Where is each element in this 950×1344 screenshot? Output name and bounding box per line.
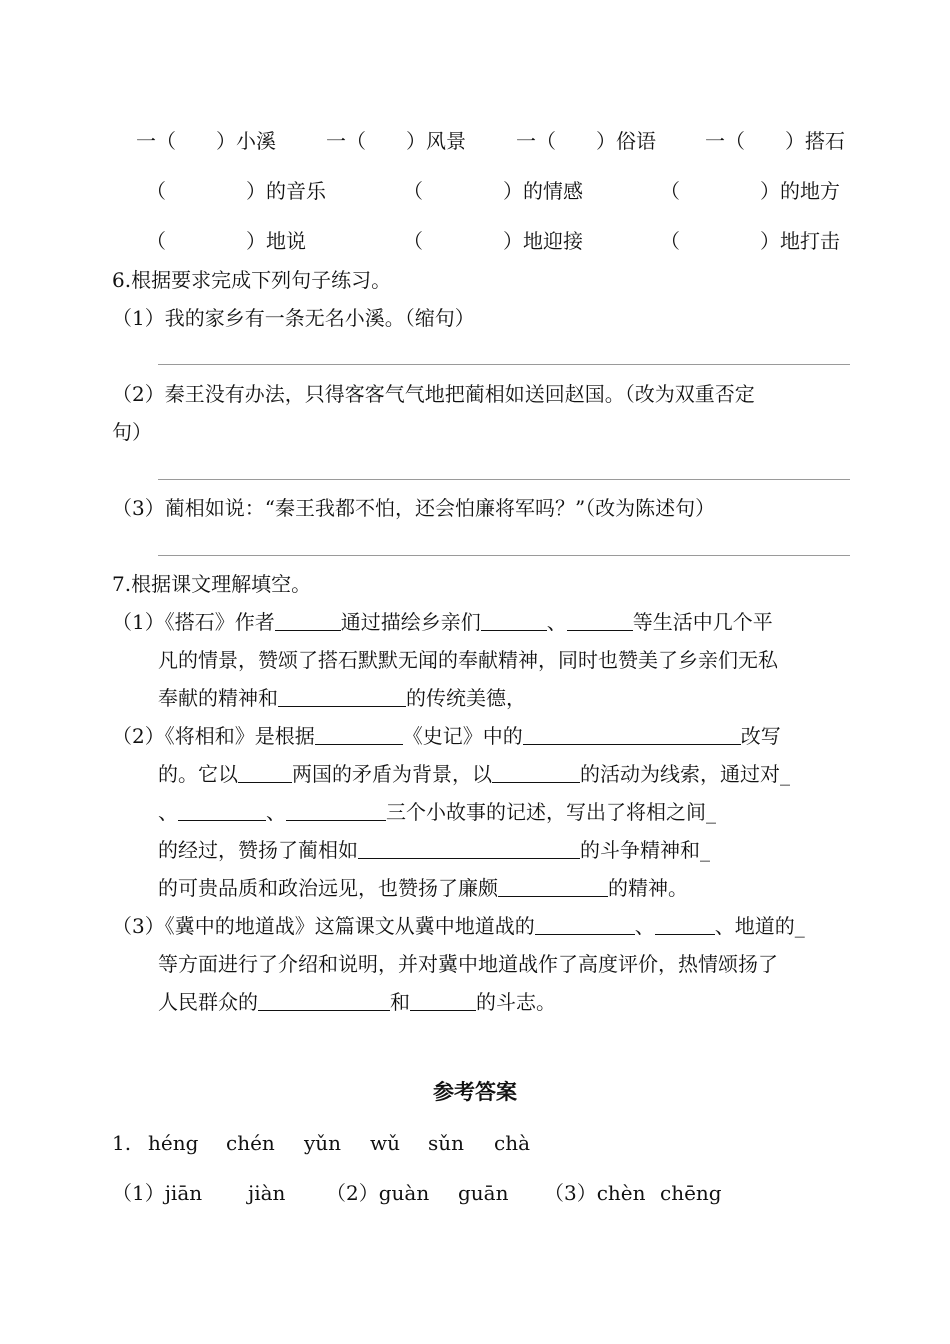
text: 的传统美德， (406, 686, 526, 710)
pinyin: chà (494, 1131, 531, 1155)
blank[interactable] (567, 610, 633, 631)
q7-1-line3 (158, 684, 526, 712)
text: （2）《将相和》是根据 (112, 724, 315, 748)
pinyin: guān (458, 1181, 509, 1205)
blank[interactable] (278, 686, 406, 707)
text: 三个小故事的记述，写出了将相之间_ (386, 800, 716, 824)
question-6-item: （2）秦王没有办法，只得客客气气地把蔺相如送回赵国。（改为双重否定 (112, 382, 755, 406)
pinyin: （1）jiān (112, 1181, 203, 1205)
blank[interactable] (178, 800, 266, 821)
text: 、 (266, 800, 286, 824)
question-7-title: 7.根据课文理解填空。 (112, 572, 312, 596)
q7-1-line2: 凡的情景，赞颂了搭石默默无闻的奉献精神，同时也赞美了乡亲们无私 (158, 648, 778, 672)
q7-3-line1 (112, 912, 805, 940)
pinyin: chēng (660, 1181, 722, 1205)
text: （1）《搭石》作者 (112, 610, 275, 634)
text: 的斗争精神和_ (580, 838, 710, 862)
q7-2-line3 (158, 798, 716, 826)
text: 、 (634, 914, 655, 938)
text: （3）《冀中的地道战》这篇课文从冀中地道战的 (112, 914, 535, 938)
pinyin: （3）chèn (544, 1181, 646, 1205)
text: 和 (390, 990, 410, 1014)
answer-line[interactable] (158, 479, 850, 480)
pinyin: sǔn (428, 1131, 465, 1155)
fill-item: （ ）地打击 (660, 229, 840, 253)
pinyin: chén (226, 1131, 275, 1155)
blank[interactable] (655, 914, 715, 935)
fill-item: （ ）的情感 (403, 179, 583, 203)
pinyin: （2）guàn (326, 1181, 430, 1205)
answer-num: 1. (112, 1131, 132, 1155)
fill-item: （ ）的地方 (660, 179, 840, 203)
answer-line[interactable] (158, 555, 850, 556)
text: 的斗志。 (476, 990, 556, 1014)
q7-3-line2: 等方面进行了介绍和说明，并对冀中地道战作了高度评价，热情颂扬了 (158, 952, 778, 976)
pinyin: jiàn (248, 1181, 286, 1205)
blank[interactable] (410, 990, 476, 1011)
blank[interactable] (238, 762, 292, 783)
text: 的。它以 (158, 762, 238, 786)
blank[interactable] (481, 610, 547, 631)
answers-title: 参考答案 (433, 1079, 517, 1104)
text: 通过描绘乡亲们 (340, 610, 481, 634)
blank[interactable] (315, 724, 403, 745)
fill-item: （ ）地迎接 (403, 229, 583, 253)
fill-item: 一（ ）搭石 (705, 129, 845, 153)
text: 的可贵品质和政治远见，也赞扬了廉颇 (158, 876, 498, 900)
text: 等生活中几个平 (632, 610, 773, 634)
question-6-item-cont: 句） (112, 420, 152, 444)
blank[interactable] (275, 610, 341, 631)
blank[interactable] (258, 990, 390, 1011)
blank[interactable] (523, 724, 741, 745)
pinyin: yǔn (304, 1131, 342, 1155)
text: 的经过，赞扬了蔺相如 (158, 838, 358, 862)
fill-item: 一（ ）俗语 (516, 129, 656, 153)
question-6-item: （3）蔺相如说：“秦王我都不怕，还会怕廉将军吗？”（改为陈述句） (112, 496, 716, 520)
answer-line[interactable] (158, 364, 850, 365)
text: 《史记》中的 (402, 724, 523, 748)
text: 、 (546, 610, 567, 634)
fill-item: 一（ ）风景 (326, 129, 466, 153)
text: 两国的矛盾为背景，以 (292, 762, 492, 786)
q7-2-line2 (158, 760, 790, 788)
fill-item: （ ）地说 (146, 229, 306, 253)
pinyin: wǔ (370, 1131, 400, 1155)
q7-2-line5 (158, 874, 688, 902)
text: 奉献的精神和 (158, 686, 278, 710)
blank[interactable] (535, 914, 635, 935)
question-6-item: （1）我的家乡有一条无名小溪。（缩句） (112, 306, 475, 330)
pinyin: héng (148, 1131, 199, 1155)
blank[interactable] (492, 762, 580, 783)
blank[interactable] (358, 838, 580, 859)
blank[interactable] (498, 876, 608, 897)
q7-2-line1 (112, 722, 781, 750)
q7-1-line1 (112, 608, 773, 636)
q7-2-line4 (158, 836, 710, 864)
text: 、 (158, 800, 178, 824)
text: 的精神。 (608, 876, 688, 900)
blank[interactable] (286, 800, 386, 821)
text: 的活动为线索，通过对_ (580, 762, 790, 786)
fill-item: （ ）的音乐 (146, 179, 326, 203)
text: 改写 (740, 724, 781, 748)
question-6-title: 6.根据要求完成下列句子练习。 (112, 268, 392, 292)
text: 人民群众的 (158, 990, 258, 1014)
text: 、地道的_ (714, 914, 805, 938)
fill-item: 一（ ）小溪 (136, 129, 276, 153)
q7-3-line3 (158, 988, 556, 1016)
